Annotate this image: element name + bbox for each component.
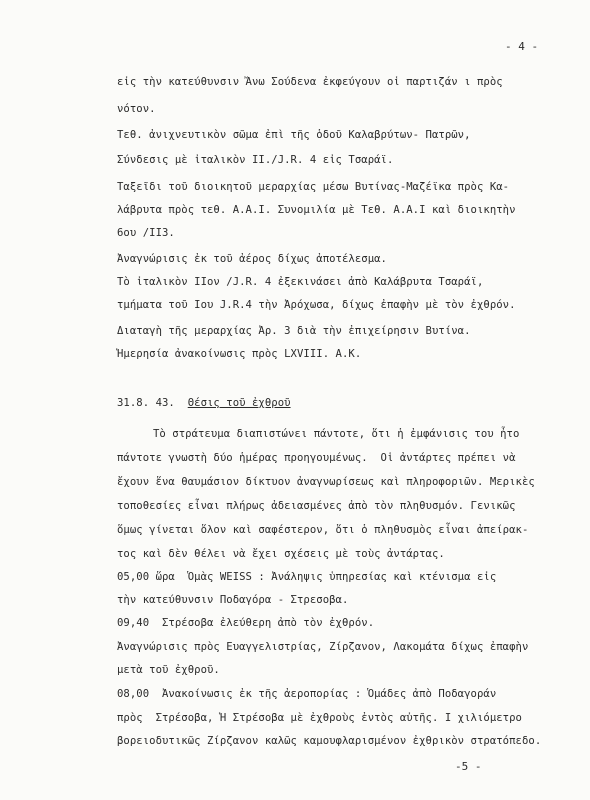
section-date: 31.8. 43. <box>117 397 175 409</box>
text-line: Ἀναγνώρισις πρὸς Ευαγγελιστρίας, Ζίρζανον, Λακομάτα δίχως ἐπαφὴν <box>117 641 529 653</box>
text-line: πρὸς Στρέσοβα, Ἡ Στρέσοβα μὲ ἐχθροὺς ἐντὸς αὐτῆς. Ι χιλιόμετρο <box>117 712 522 724</box>
section-heading: Θέσις τοῦ ἐχθροῦ <box>187 397 291 409</box>
section-heading-line <box>117 397 291 409</box>
text-line: 08,00 Ἀνακοίνωσις ἐκ τῆς ἀεροπορίας : Ὁμάδες ἀπὸ Ποδαγοράν <box>117 688 497 700</box>
text-line: εἰς τὴν κατεύθυνσιν Ἄνω Σούδενα ἐκφεύγουν οἱ παρτιζάν ι πρὸς <box>117 76 503 88</box>
text-line: τὴν κατεύθυνσιν Ποδαγόρα - Στρεσοβα. <box>117 594 349 606</box>
page-number-top: - 4 - <box>505 40 539 53</box>
text-line: Σύνδεσις μὲ ἰταλικὸν ΙΙ./J.R. 4 εἰς Τσαράϊ. <box>117 154 394 166</box>
text-line: πάντοτε γνωστὴ δύο ἡμέρας προηγουμένως. Οἱ ἀντάρτες πρέπει νὰ <box>117 452 516 464</box>
text-line: βορειοδυτικῶς Ζίρζανον καλῶς καμουφλαρισμένον ἐχθρικὸν στρατόπεδο. <box>117 735 542 747</box>
text-line: Ταξεῖδι τοῦ διοικητοῦ μεραρχίας μέσω Βυτίνας-Μαζέϊκα πρὸς Κα- <box>117 181 510 193</box>
text-line: Ἀναγνώρισις ἐκ τοῦ ἀέρος δίχως ἀποτέλεσμα. <box>117 253 387 265</box>
text-line: Διαταγὴ τῆς μεραρχίας Ἀρ. 3 διὰ τὴν ἐπιχείρησιν Βυτίνα. <box>117 325 471 337</box>
text-line: νότον. <box>117 103 156 115</box>
text-line: Τὸ ἰταλικὸν ΙΙον /J.R. 4 ἐξεκινάσει ἀπὸ Καλάβρυτα Τσαράϊ, <box>117 276 484 288</box>
text-line: Ἡμερησία ἀνακοίνωσις πρὸς LXVIII. Α.Κ. <box>117 348 362 360</box>
text-line: 6ου /ΙΙ3. <box>117 227 175 239</box>
text-line: Τὸ στράτευμα διαπιστώνει πάντοτε, ὅτι ἡ ἐμφάνισις του ἦτο <box>153 428 520 440</box>
text-line: 09,40 Στρέσοβα ἐλεύθερη ἀπὸ τὸν ἐχθρόν. <box>117 617 375 629</box>
page-number-bottom: -5 - <box>455 760 482 773</box>
text-line: Τεθ. ἀνιχνευτικὸν σῶμα ἐπὶ τῆς ὁδοῦ Καλαβρύτων- Πατρῶν, <box>117 129 471 141</box>
text-line: 05,00 ὥρα Ὁμὰς WEISS : Ἀνάληψις ὑπηρεσίας καὶ κτένισμα εἰς <box>117 571 497 583</box>
text-line: τμήματα τοῦ Ιου J.R.4 τὴν Ἀρόχωσα, δίχως ἐπαφὴν μὲ τὸν ἐχθρόν. <box>117 299 516 311</box>
text-line: μετὰ τοῦ ἐχθροῦ. <box>117 664 220 676</box>
text-line: λάβρυτα πρὸς τεθ. Α.Α.Ι. Συνομιλία μὲ Τεθ. Α.Α.Ι καὶ διοικητὴν <box>117 204 516 216</box>
text-line: τος καὶ δὲν θέλει νὰ ἔχει σχέσεις μὲ τοὺς ἀντάρτας. <box>117 548 445 560</box>
text-line: ἔχουν ἕνα θαυμάσιον δίκτυον ἀναγνωρίσεως καὶ πληροφοριῶν. Μερικὲς <box>117 476 535 488</box>
text-line: ὅμως γίνεται ὅλον καὶ σαφέστερον, ὅτι ὁ πληθυσμὸς εἶναι ἀπείρακ- <box>117 524 529 536</box>
text-line: τοποθεσίες εἶναι πλήρως ἀδειασμένες ἀπὸ τὸν πληθυσμόν. Γενικῶς <box>117 500 516 512</box>
